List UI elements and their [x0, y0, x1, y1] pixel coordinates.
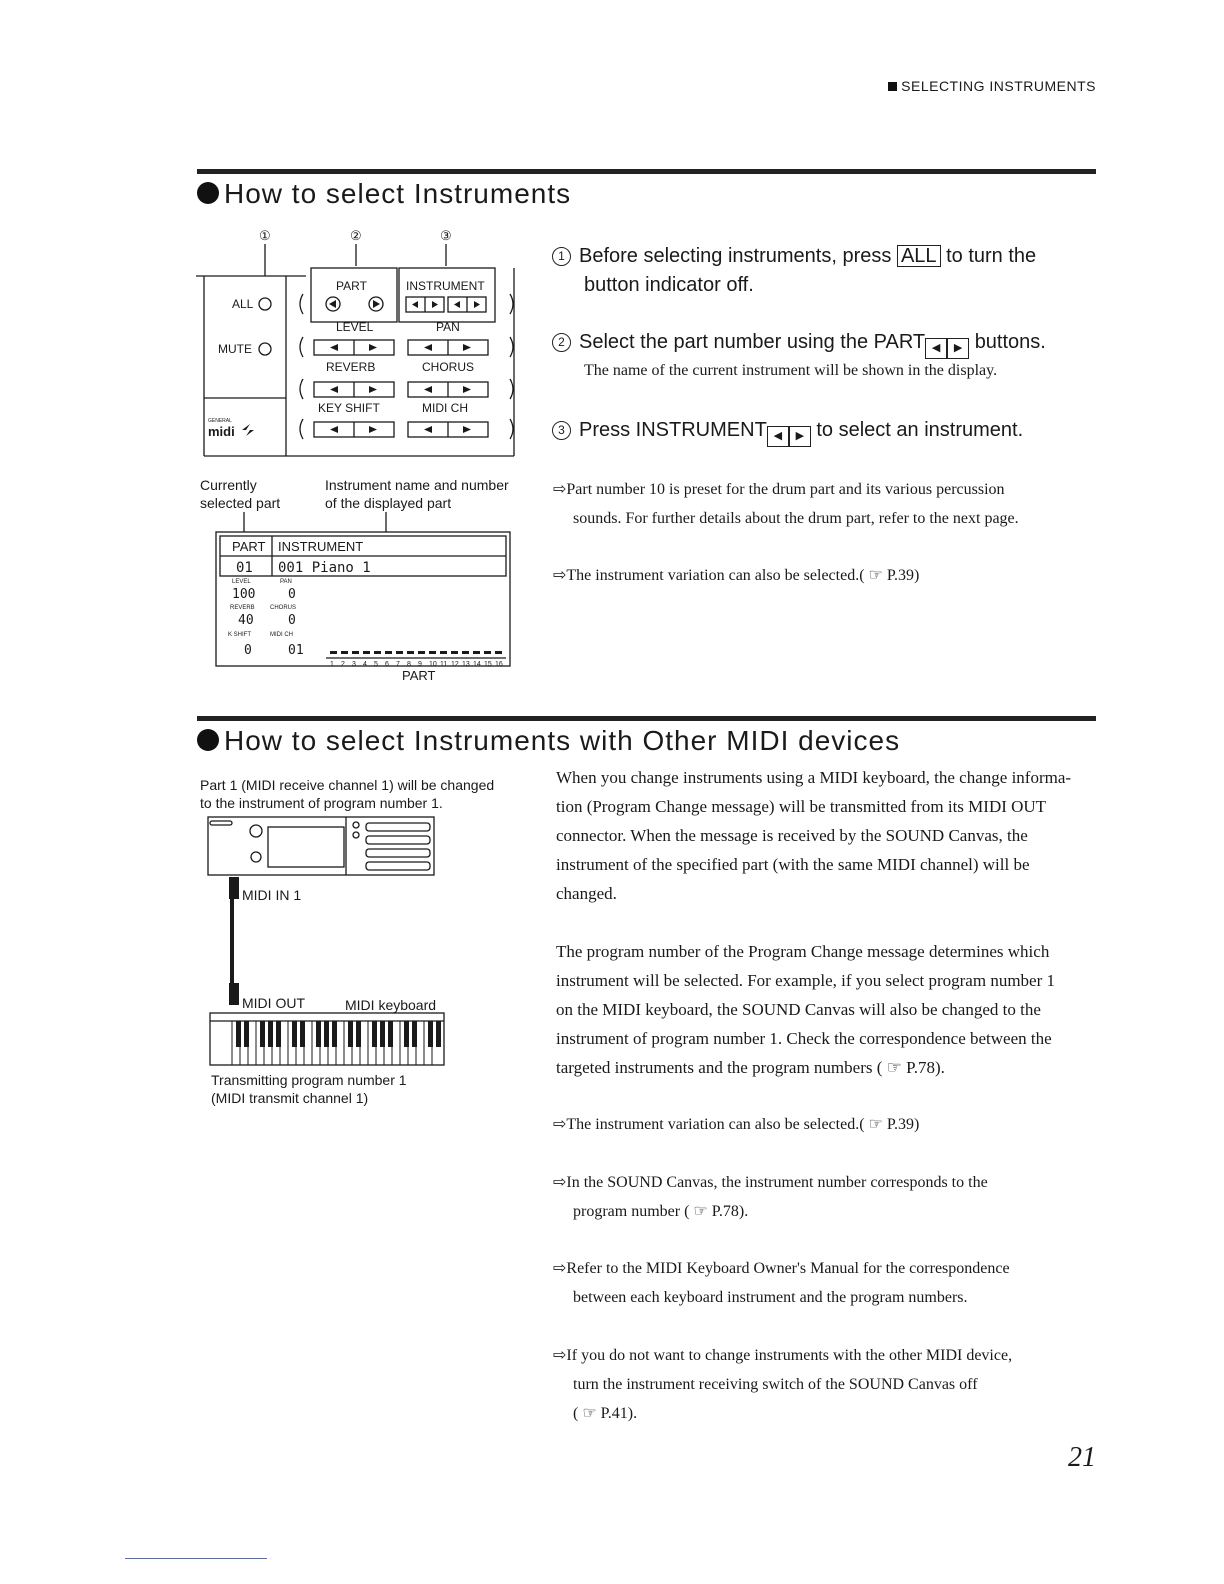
paragraph-midi-keyboard: When you change instruments using a MIDI keyboard, the change informa- tion (Program Change message) will be transmitted from its MIDI OUT connector. When the message is received by the SOUND Canvas, the instrument of the specified part (with the same MIDI channel) will be changed.: [556, 768, 1072, 903]
lcd-part-label: PART: [232, 539, 266, 554]
part-meter-number: 9: [418, 661, 422, 668]
part-meter-number: 16: [495, 661, 503, 668]
section-title-2: [197, 725, 900, 757]
step-1-text: Before selecting instruments, press: [579, 245, 892, 267]
front-panel-diagram: [196, 224, 526, 464]
part-meter-number: 4: [363, 661, 367, 668]
part-meter-bar: [341, 651, 348, 654]
step-3: [552, 416, 1097, 447]
part-meter-bar: [462, 651, 469, 654]
all-label: ALL: [232, 297, 254, 311]
caption-receive: Part 1 (MIDI receive channel 1) will be changed to the instrument of program number 1.: [200, 777, 495, 811]
part-meter-number: 12: [451, 661, 459, 668]
note-variation-1: ⇨The instrument variation can also be selected.( ☞ P.39): [553, 567, 920, 584]
midi-out-label: MIDI OUT: [242, 995, 305, 1011]
part-meter-number: 7: [396, 661, 400, 668]
lcd-instrument-value: 001 Piano 1: [278, 560, 371, 576]
part-meter-bar: [418, 651, 425, 654]
lcd-chorus-tag: CHORUS: [270, 605, 297, 611]
right-arrow-key-icon: ▶: [789, 426, 811, 447]
part-meter-number: 14: [473, 661, 481, 668]
part-meter-bar: [484, 651, 491, 654]
part-meter-number: 1: [330, 661, 334, 668]
part-label: PART: [336, 279, 367, 293]
part-meter-number: 2: [341, 661, 345, 668]
pan-label: PAN: [436, 320, 460, 334]
bullet-dot-icon: [197, 182, 219, 204]
lcd-level-tag: LEVEL: [232, 579, 251, 585]
part-meter-bar: [352, 651, 359, 654]
reverb-label: REVERB: [326, 360, 376, 374]
left-arrow-key-icon: ◀: [925, 338, 947, 359]
midich-label: MIDI CH: [422, 401, 468, 415]
keyboard-black-key: [436, 1021, 441, 1047]
part-meter-bar: [385, 651, 392, 654]
lcd-keyshift-tag: K SHIFT: [228, 632, 252, 638]
lcd-chorus-value: 0: [288, 613, 296, 628]
part-meter-number: 5: [374, 661, 378, 668]
step-2: [552, 328, 1097, 383]
chorus-label: CHORUS: [422, 360, 475, 374]
step-2-number: 2: [552, 333, 571, 352]
lcd-bottom-part-label: PART: [402, 668, 436, 683]
part-meter-bar: [429, 651, 436, 654]
caption-transmit: Transmitting program number 1 (MIDI transmit channel 1): [211, 1072, 407, 1106]
note-drum-part: ⇨Part number 10 is preset for the drum part and its various percussion sounds. For further details about the drum part, refer to the next page.: [553, 481, 1019, 527]
part-meter-number: 11: [440, 661, 448, 668]
section-rule-1: [197, 169, 1096, 174]
lcd-part-value: 01: [236, 560, 253, 576]
section-title-2-text: How to select Instruments with Other MIDI devices: [224, 725, 901, 756]
all-key-icon: ALL: [897, 245, 941, 267]
part-meter-bar: [374, 651, 381, 654]
footnote-rule: [125, 1558, 267, 1559]
section-title-1: [197, 178, 571, 210]
part-meter-bar: [407, 651, 414, 654]
lcd-level-value: 100: [232, 587, 256, 602]
bullet-dot-icon: [197, 729, 219, 751]
part-meter-bar: [495, 651, 502, 654]
page-number: 21: [1068, 1442, 1096, 1473]
step-2-text-post: buttons.: [974, 331, 1046, 353]
mute-label: MUTE: [218, 342, 252, 356]
midi-connection-diagram: [206, 815, 456, 1085]
step-1-line2: button indicator off.: [584, 274, 754, 296]
part-meter-number: 10: [429, 661, 437, 668]
lcd-pan-tag: PAN: [280, 579, 292, 585]
lcd-midich-value: 01: [288, 643, 304, 658]
logo-midi-text: midi: [208, 424, 235, 439]
part-meter-bar: [440, 651, 447, 654]
lcd-instrument-label: INSTRUMENT: [278, 539, 364, 554]
lcd-midich-tag: MIDI CH: [270, 632, 293, 638]
lcd-keyshift-value: 0: [244, 643, 252, 658]
note-owners-manual: ⇨Refer to the MIDI Keyboard Owner's Manual for the correspondence between each keyboard instrument and the program numbers.: [553, 1260, 1010, 1306]
display-caption-left: Currently selected part: [200, 477, 281, 511]
midi-in-label: MIDI IN 1: [242, 887, 302, 903]
instrument-label: INSTRUMENT: [406, 279, 485, 293]
paragraph-program-number: The program number of the Program Change message determines which instrument will be selected. For example, if you select program number 1 on the MIDI keyboard, the SOUND Canvas will also be changed to the instrument of program number 1. Check the correspondence between the targeted instruments and the program numbers ( ☞ P.78).: [556, 942, 1056, 1077]
section-title-1-text: How to select Instruments: [224, 178, 572, 209]
running-header-text: SELECTING INSTRUMENTS: [901, 78, 1096, 94]
callout-3: ③: [440, 228, 452, 243]
note-instrument-number: ⇨In the SOUND Canvas, the instrument number corresponds to the program number ( ☞ P.78).: [553, 1174, 988, 1220]
part-meter-bar: [330, 651, 337, 654]
note-receive-switch: ⇨If you do not want to change instruments with the other MIDI device, turn the instrument receiving switch of the SOUND Canvas off ( ☞ P.41).: [553, 1347, 1013, 1422]
part-meter-bar: [396, 651, 403, 654]
right-arrow-key-icon: ▶: [947, 338, 969, 359]
lcd-pan-value: 0: [288, 587, 296, 602]
keyboard-keys: [232, 1021, 441, 1065]
part-meter-bar: [473, 651, 480, 654]
part-meter-bar: [363, 651, 370, 654]
left-arrow-key-icon: ◀: [767, 426, 789, 447]
part-meter-number: 13: [462, 661, 470, 668]
section-rule-2: [197, 716, 1096, 721]
step-2-text: Select the part number using the PART: [579, 331, 926, 353]
sound-module-icon: [208, 817, 434, 875]
step-1-text-post: to turn the: [946, 245, 1037, 267]
display-caption-right: Instrument name and number of the displayed part: [325, 477, 509, 511]
keyshift-label: KEY SHIFT: [318, 401, 380, 415]
level-label: LEVEL: [336, 320, 374, 334]
lcd-reverb-tag: REVERB: [230, 605, 255, 611]
step-1-number: 1: [552, 247, 571, 266]
step-1: [552, 242, 1097, 300]
midi-keyboard-label: MIDI keyboard: [345, 997, 437, 1013]
note-variation-2: ⇨The instrument variation can also be selected.( ☞ P.39): [553, 1116, 920, 1133]
part-meter-number: 6: [385, 661, 389, 668]
step-3-text: Press INSTRUMENT: [579, 419, 767, 441]
part-meter-number: 15: [484, 661, 492, 668]
lcd-reverb-value: 40: [238, 613, 254, 628]
square-bullet-icon: [888, 82, 897, 91]
step-3-number: 3: [552, 421, 571, 440]
part-meter-bar: [451, 651, 458, 654]
gs-logo-icon: [242, 424, 254, 436]
part-meter-number: 3: [352, 661, 356, 668]
callout-1: ①: [259, 228, 271, 243]
midi-cable: [230, 899, 234, 985]
part-meter-number: 8: [407, 661, 411, 668]
lcd-display-diagram: [214, 508, 514, 686]
step-2-sub: The name of the current instrument will be shown in the display.: [584, 362, 998, 379]
logo-general-text: GENERAL: [208, 418, 232, 424]
callout-2: ②: [350, 228, 362, 243]
step-3-text-post: to select an instrument.: [816, 419, 1024, 441]
running-header: [888, 78, 1096, 94]
